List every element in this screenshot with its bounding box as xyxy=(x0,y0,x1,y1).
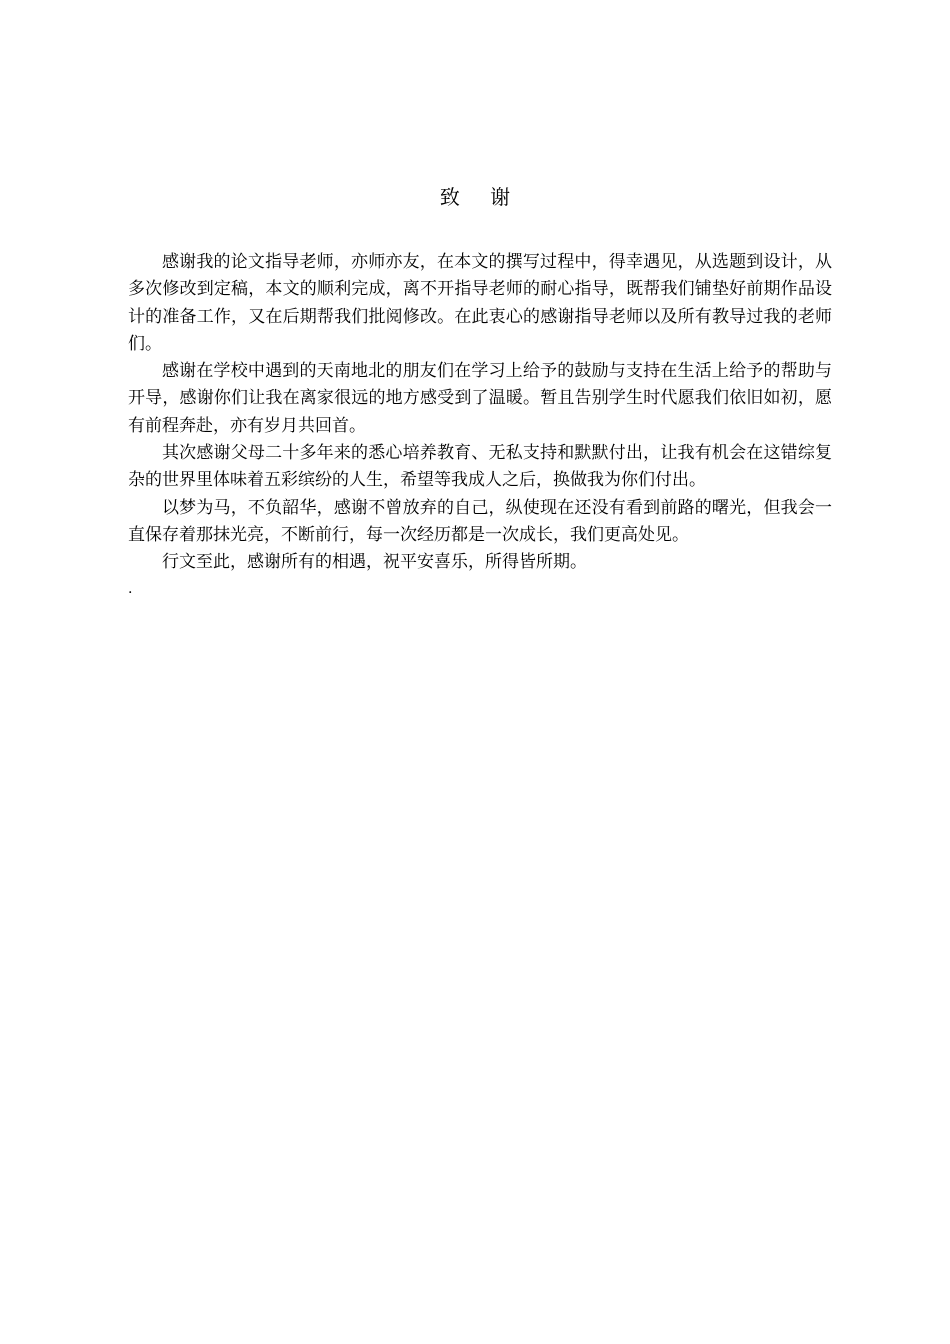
paragraph-closing: 行文至此，感谢所有的相遇，祝平安喜乐，所得皆所期。 xyxy=(162,552,587,573)
paragraph-friends: 感谢在学校中遇到的天南地北的朋友们在学习上给予的鼓励与支持在生活上给予的帮助与开导，感谢你们让我在离家很远的地方感受到了温暖。暂且告别学生时代愿我们依旧如初，愿有前程奔赴，亦有岁月共回首。 xyxy=(128,361,832,436)
page-title: 致 谢 xyxy=(439,185,523,209)
trailing-mark: . xyxy=(128,580,133,597)
acknowledgement-body xyxy=(128,249,832,601)
paragraph-parents: 其次感谢父母二十多年来的悉心培养教育、无私支持和默默付出，让我有机会在这错综复杂的世界里体味着五彩缤纷的人生，希望等我成人之后，换做我为你们付出。 xyxy=(128,443,832,491)
paragraph-self: 以梦为马，不负韶华，感谢不曾放弃的自己，纵使现在还没有看到前路的曙光，但我会一直保存着那抹光亮，不断前行，每一次经历都是一次成长，我们更高处见。 xyxy=(128,497,832,545)
paragraph-advisor: 感谢我的论文指导老师，亦师亦友，在本文的撰写过程中，得幸遇见，从选题到设计，从多次修改到定稿，本文的顺利完成，离不开指导老师的耐心指导，既帮我们铺垫好前期作品设计的准备工作，又在后期帮我们批阅修改。在此衷心的感谢指导老师以及所有教导过我的老师们。 xyxy=(128,252,832,354)
